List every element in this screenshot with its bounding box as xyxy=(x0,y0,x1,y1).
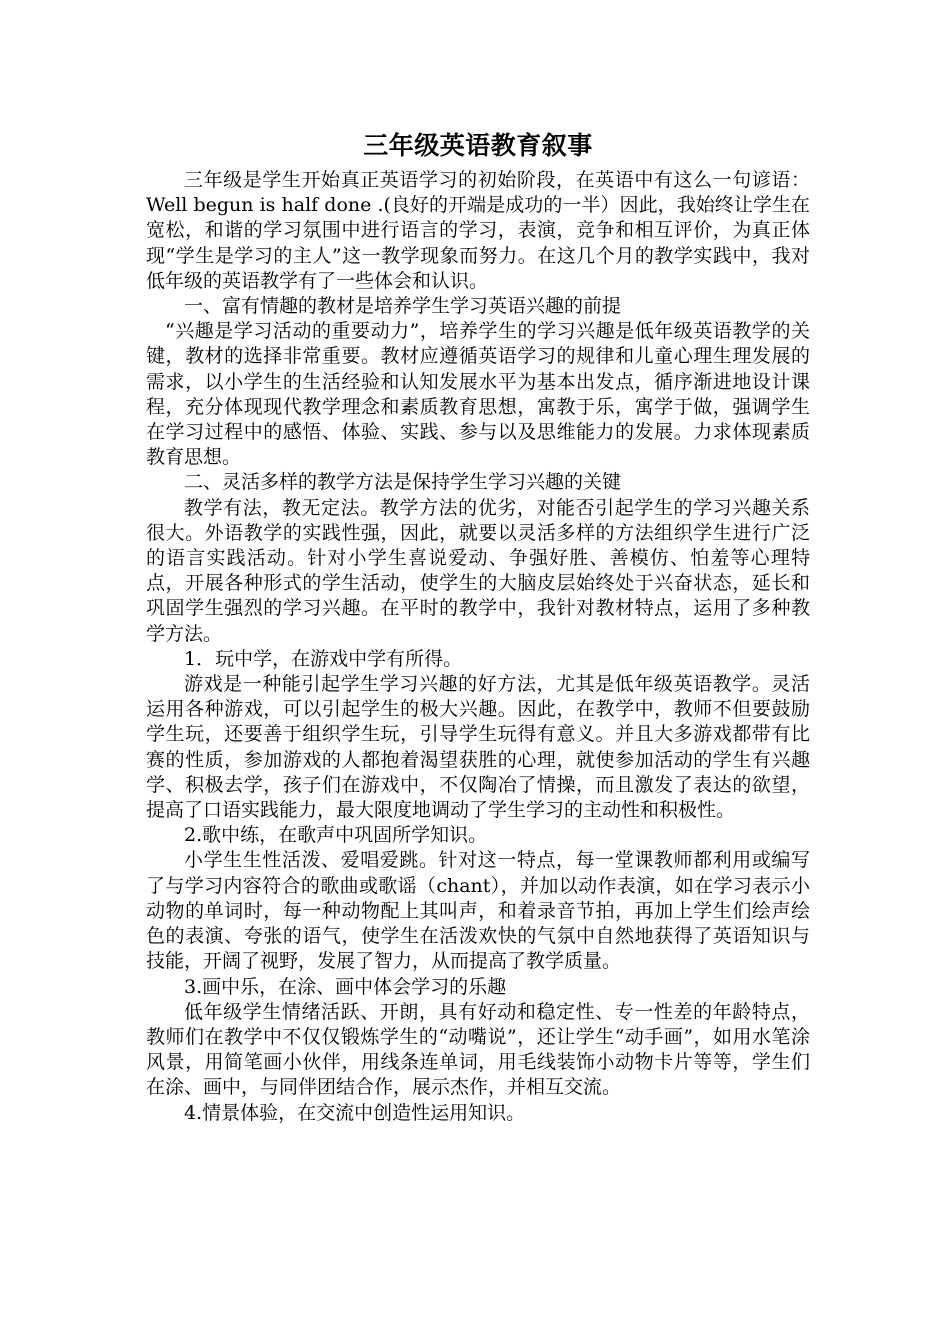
subsection-heading-1: 1．玩中学，在游戏中学有所得。 xyxy=(184,647,463,670)
paragraph-subsection-3: 低年级学生情绪活跃、开朗，具有好动和稳定性、专一性差的年龄特点，教师们在教学中不仅仅锻炼学生的“动嘴说”，还让学生“动手画”，如用水笔涂风景，用简笔画小伙伴，用线条连单词，用毛线装饰小动物卡片等等，学生们在涂、画中，与同伴团结合作，展示杰作，并相互交流。 xyxy=(146,1000,810,1099)
paragraph-section-2: 教学有法，教无定法。教学方法的优劣，对能否引起学生的学习兴趣关系很大。外语教学的实践性强，因此，就要以灵活多样的方法组织学生进行广泛的语言实践活动。针对小学生喜说爱动、争强好胜、善模仿、怕羞等心理特点，开展各种形式的学生活动，使学生的大脑皮层始终处于兴奋状态，延长和巩固学生强烈的学习兴趣。在平时的教学中，我针对教材特点，运用了多种教学方法。 xyxy=(146,496,810,645)
section-heading-2: 二、灵活多样的教学方法是保持学生学习兴趣的关键 xyxy=(184,471,622,494)
paragraph-subsection-2: 小学生生性活泼、爱唱爱跳。针对这一特点，每一堂课教师都利用或编写了与学习内容符合的歌曲或歌谣（chant），并加以动作表演，如在学习表示小动物的单词时，每一种动物配上其叫声，和着录音节拍，再加上学生们绘声绘色的表演、夸张的语气，使学生在活泼欢快的气氛中自然地获得了英语知识与技能，开阔了视野，发展了智力，从而提高了教学质量。 xyxy=(146,849,810,973)
subsection-heading-4: 4.情景体验，在交流中创造性运用知识。 xyxy=(184,1101,526,1124)
section-heading-1: 一、富有情趣的教材是培养学生学习英语兴趣的前提 xyxy=(184,295,622,318)
document-page xyxy=(146,128,810,1126)
paragraph-intro: 三年级是学生开始真正英语学习的初始阶段，在英语中有这么一句谚语：Well begun is half done .(良好的开端是成功的一半）因此，我始终让学生在宽松，和谐的学习氛围中进行语言的学习，表演，竞争和相互评价，为真正体现“学生是学习的主人”这一教学现象而努力。在这几个月的教学实践中，我对低年级的英语教学有了一些体会和认识。 xyxy=(146,169,810,292)
subsection-heading-3: 3.画中乐，在涂、画中体会学习的乐趣 xyxy=(184,975,507,998)
subsection-heading-2: 2.歌中练，在歌声中巩固所学知识。 xyxy=(184,824,488,847)
paragraph-section-1: “兴趣是学习活动的重要动力”，培养学生的学习兴趣是低年级英语教学的关键，教材的选择非常重要。教材应遵循英语学习的规律和儿童心理生理发展的需求，以小学生的生活经验和认知发展水平为基本出发点，循序渐进地设计课程，充分体现现代教学理念和素质教育思想，寓教于乐，寓学于做，强调学生在学习过程中的感悟、体验、实践、参与以及思维能力的发展。力求体现素质教育思想。 xyxy=(146,320,810,469)
paragraph-subsection-1: 游戏是一种能引起学生学习兴趣的好方法，尤其是低年级英语教学。灵活运用各种游戏，可以引起学生的极大兴趣。因此，在教学中，教师不但要鼓励学生玩，还要善于组织学生玩，引导学生玩得有意义。并且大多游戏都带有比赛的性质，参加游戏的人都抱着渴望获胜的心理，就使参加活动的学生有兴趣学、积极去学，孩子们在游戏中，不仅陶冶了情操，而且激发了表达的欲望，提高了口语实践能力，最大限度地调动了学生学习的主动性和积极性。 xyxy=(146,673,810,822)
document-title: 三年级英语教育叙事 xyxy=(363,131,593,160)
